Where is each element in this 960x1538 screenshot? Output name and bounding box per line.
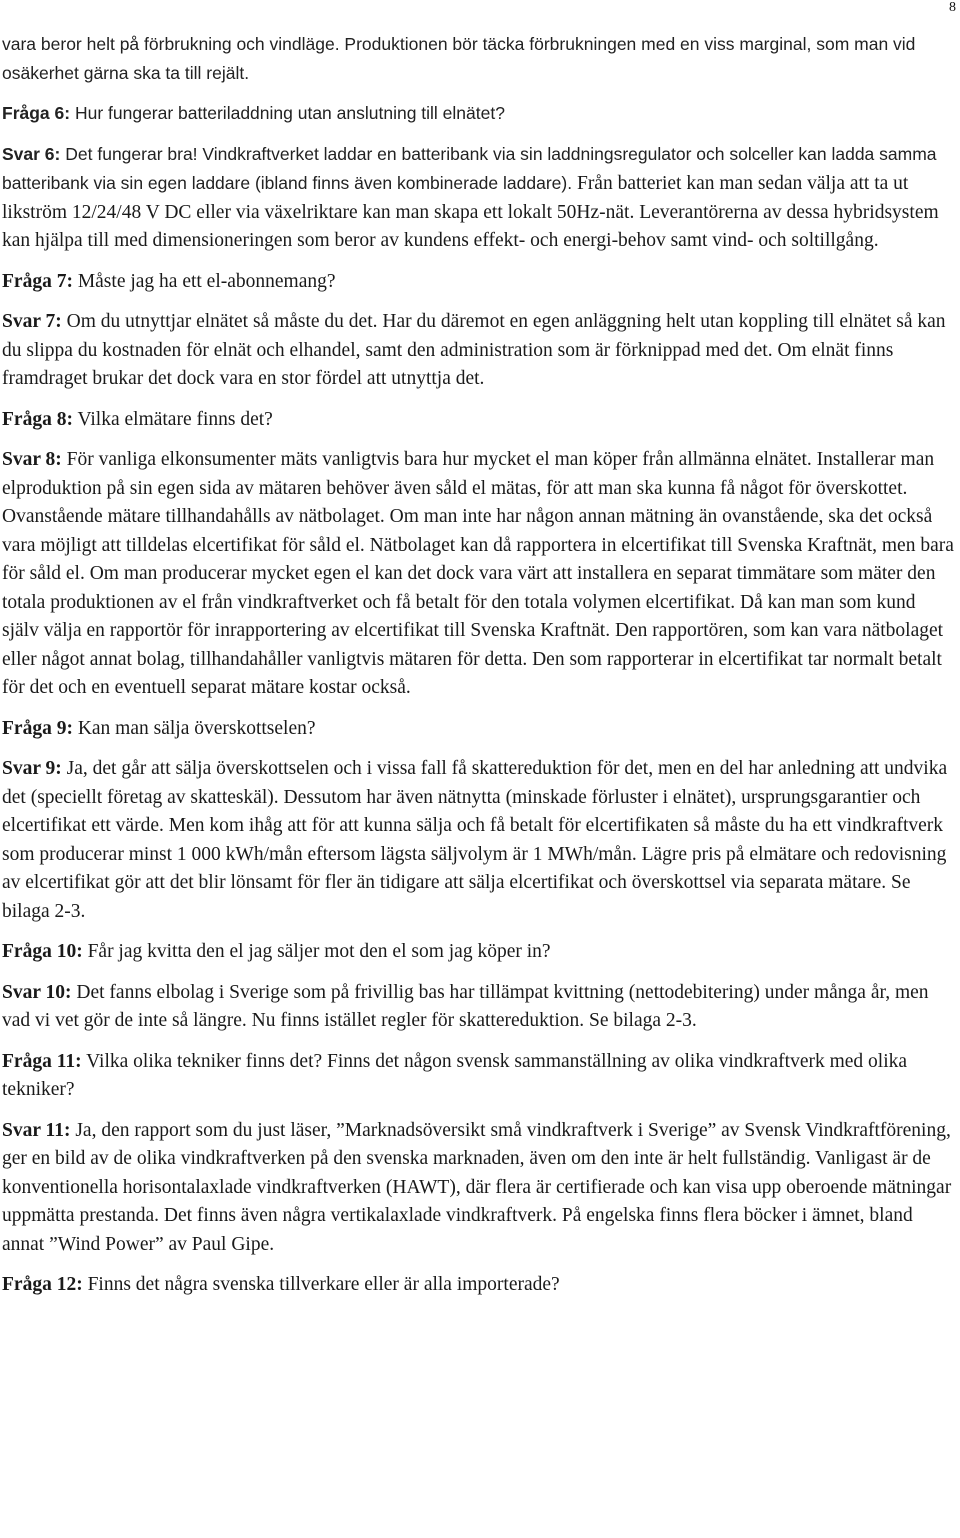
answer-6 bbox=[2, 140, 954, 256]
answer-text: Ja, det går att sälja överskottselen och i vissa fall få skattereduktion för det, men en del har anledning att undvika det (speciellt företag av skatteskäl). Dessutom har även nätnytta (minskade förluster i elnätet), ursprungsgarantier och elcertifikat ett värde. Men kom ihåg att för att kunna sälja och få betalt för elcertifikaten så måste du ha ett vindkraftverk som producerar minst 1 000 kWh/mån eftersom lägsta säljvolym är 1 MWh/mån. Lägre pris på elmätare och redovisning av elcertifikat gör att det blir lönsamt för fler än tidigare att sälja elcertifikat och överskottsel via separata mätare. Se bilaga 2-3. bbox=[2, 758, 948, 922]
question-6 bbox=[2, 99, 954, 128]
question-label: Fråga 12: bbox=[2, 1274, 83, 1295]
question-12 bbox=[2, 1271, 954, 1300]
answer-label: Svar 8: bbox=[2, 449, 62, 470]
question-label: Fråga 10: bbox=[2, 941, 83, 962]
question-text: Vilka elmätare finns det? bbox=[77, 408, 273, 430]
question-label: Fråga 11: bbox=[2, 1050, 82, 1072]
answer-label: Svar 10: bbox=[2, 981, 72, 1003]
answer-label: Svar 7: bbox=[2, 311, 62, 332]
paragraph-text: vara beror helt på förbrukning och vindläge. Produktionen bör täcka förbrukningen med en viss marginal, som man vid osäkerhet gärna ska ta till rejält. bbox=[2, 34, 916, 83]
page-number: 8 bbox=[949, 0, 956, 15]
answer-text-continuation: Från batteriet kan man sedan välja att ta ut likström 12/24/48 V DC eller via växelriktare kan man skapa ett lokalt 50Hz-nät. Leverantörerna av dessa hybridsystem kan hjälpa till med dimensioneringen som beror av kundens effekt- och energi-behov samt vind- och soltillgång. bbox=[2, 173, 939, 251]
answer-label: Svar 9: bbox=[2, 758, 62, 779]
answer-8 bbox=[2, 446, 954, 703]
paragraph-intro-continuation bbox=[2, 30, 954, 87]
answer-label: Svar 6: bbox=[2, 143, 61, 164]
answer-10 bbox=[2, 979, 954, 1036]
question-text: Vilka olika tekniker finns det? Finns det någon svensk sammanställning av olika vindkraftverk med olika tekniker? bbox=[2, 1050, 908, 1100]
question-text: Får jag kvitta den el jag säljer mot den el som jag köper in? bbox=[87, 941, 551, 962]
question-label: Fråga 8: bbox=[2, 408, 73, 430]
question-8 bbox=[2, 406, 954, 435]
question-label: Fråga 7: bbox=[2, 270, 73, 292]
question-11 bbox=[2, 1048, 954, 1105]
question-9 bbox=[2, 715, 954, 744]
question-label: Fråga 6: bbox=[2, 103, 71, 123]
answer-text: Ja, den rapport som du just läser, ”Marknadsöversikt små vindkraftverk i Sverige” av Svensk Vindkraftförening, ger en bild av de olika vindkraftverken på den svenska marknaden, även om den inte är helt fullständig. Vanligast är de konventionella horisontalaxlade vindkraftverken (HAWT), där flera är certifierade och kan visa upp oberoende mätningar uppmätta prestanda. Det finns även några vertikalaxlade vindkraftverk. På engelska finns flera böcker i ämnet, bland annat ”Wind Power” av Paul Gipe. bbox=[2, 1119, 952, 1255]
question-text: Kan man sälja överskottselen? bbox=[77, 717, 316, 739]
question-text: Finns det några svenska tillverkare eller är alla importerade? bbox=[87, 1274, 560, 1295]
answer-7 bbox=[2, 308, 954, 394]
document-body bbox=[2, 30, 954, 1300]
answer-text: Om du utnyttjar elnätet så måste du det. Har du däremot en egen anläggning helt utan koppling till elnätet så kan du slippa du kostnaden för elnät och elhandel, samt den administration som är förknippad med det. Om elnät finns framdraget brukar det dock vara en stor fördel att utnyttja det. bbox=[2, 311, 946, 389]
answer-11 bbox=[2, 1117, 954, 1260]
answer-9 bbox=[2, 755, 954, 926]
answer-text: För vanliga elkonsumenter mäts vanligtvis bara hur mycket el man köper från allmänna elnätet. Installerar man elproduktion på sin egen sida av mätaren behöver även såld el mätas, för att man ska kunna få något för överskottet. Ovanstående mätare tillhandahålls av nätbolaget. Om man inte har någon annan mätning än ovanstående, ska det också vara möjligt att tilldelas elcertifikat för såld el. Nätbolaget kan då rapportera in elcertifikat till Svenska Kraftnät, men bara för såld el. Om man producerar mycket egen el kan det dock vara värt att installera en separat timmätare som mäter den totala produktionen av el från vindkraftverket och få betalt för den totala volymen elcertifikat. Då kan man som kund själv välja en rapportör för inrapportering av elcertifikat till Svenska Kraftnät. Den rapportören, som kan vara nätbolaget eller något annat bolag, tillhandahåller vanligtvis mätaren för detta. Den som rapporterar in elcertifikat tar normalt betalt för det och en eventuell separat mätare kostar också. bbox=[2, 449, 954, 698]
question-7 bbox=[2, 268, 954, 297]
question-label: Fråga 9: bbox=[2, 717, 73, 739]
question-10 bbox=[2, 938, 954, 967]
answer-text: Det fanns elbolag i Sverige som på frivillig bas har tillämpat kvittning (nettodebitering) under många år, men vad vi vet gör de inte så längre. Nu finns istället regler för skattereduktion. Se bilaga 2-3. bbox=[2, 981, 929, 1031]
question-text: Måste jag ha ett el-abonnemang? bbox=[77, 270, 336, 292]
answer-label: Svar 11: bbox=[2, 1119, 71, 1141]
question-text: Hur fungerar batteriladdning utan anslutning till elnätet? bbox=[74, 103, 505, 123]
answer-text: Det fungerar bra! Vindkraftverket laddar en batteribank via sin laddningsregulator och solceller kan ladda samma batteribank via sin egen laddare (ibland finns även kombinerade laddare). bbox=[2, 143, 937, 193]
